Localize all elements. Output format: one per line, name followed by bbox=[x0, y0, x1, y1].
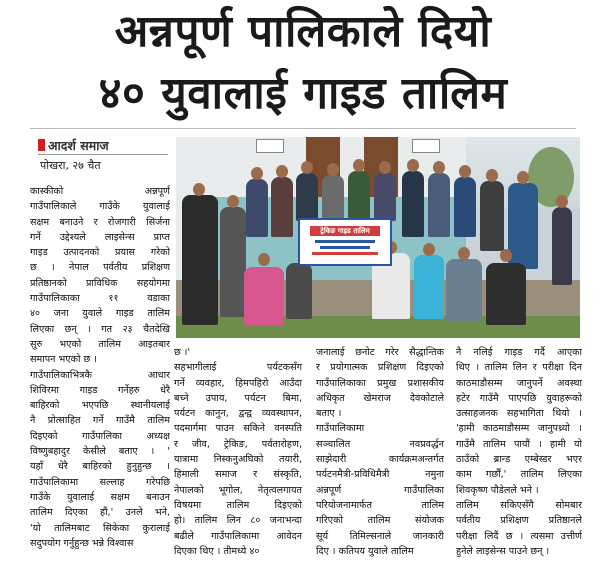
article-line: तालिम दिएका हौं,' उनले भने, bbox=[30, 507, 170, 519]
article-line: विष्णुबहादुर केसीले बताए । ' bbox=[30, 446, 170, 458]
photo-person bbox=[402, 171, 424, 237]
article-line: ठाउँको ब्रान्ड एम्बेस्डर भएर bbox=[456, 454, 582, 466]
photo-person bbox=[446, 259, 482, 321]
article-line: पर्वतीय प्रशिक्षण प्रतिष्ठानले bbox=[456, 515, 582, 527]
article-line: प्रतिष्ठानको प्राविधिक सहयोगमा bbox=[30, 277, 170, 289]
photo-person-head bbox=[458, 247, 470, 260]
photo-person-head bbox=[379, 161, 391, 174]
article-line: सूर्य तिमिल्सनाले जानकारी bbox=[316, 530, 444, 542]
article-line: सहभागीलाई पर्यटकसँग bbox=[174, 362, 302, 374]
photo-person-head bbox=[407, 159, 419, 172]
photo-person bbox=[220, 207, 246, 317]
headline-divider bbox=[30, 128, 576, 129]
photo-person-head bbox=[500, 249, 512, 262]
article-line: बढीले गाउँपालिकामा आवेदन bbox=[174, 530, 302, 542]
article-line: पर्यटन कानुन, द्वन्द्व व्यवस्थापन, bbox=[174, 408, 302, 420]
article-line: साझेदारी कार्यक्रमअन्तर्गत bbox=[316, 454, 444, 466]
article-line: सञ्चालित नवप्रवर्द्धन bbox=[316, 438, 444, 450]
article-line: गर्ने व्यवहार, हिमपहिरो आउँदा bbox=[174, 377, 302, 389]
article-line: अधिकृत खेमराज देवकोटाले bbox=[316, 392, 444, 404]
photo-person-head bbox=[486, 169, 498, 182]
brand-marker-icon bbox=[38, 139, 45, 151]
article-line: छ ।' bbox=[174, 347, 191, 358]
photo-person bbox=[296, 173, 318, 221]
photo-person bbox=[552, 207, 572, 285]
photo-person-head bbox=[423, 243, 435, 256]
photo-person-head bbox=[459, 165, 471, 178]
article-line: नै नलिई गाइड गर्दै आएका bbox=[456, 347, 582, 358]
article-line: परीक्षा लिदैं छ । त्यसमा उत्तीर्ण bbox=[456, 530, 582, 542]
article-line: उत्साहजनक सहभागिता थियो । bbox=[456, 408, 582, 420]
photo-person-head bbox=[276, 165, 288, 178]
article-line: गाइड उत्पादनको प्रयास गरेको bbox=[30, 247, 170, 259]
photo-person bbox=[486, 263, 526, 325]
article-line: लिएका छन् । गत २३ चैतदेखि bbox=[30, 323, 170, 335]
article-line: यहाँ धेरै बाहिरको हुनुहुन्छ । bbox=[30, 461, 170, 473]
news-photo bbox=[176, 137, 580, 338]
banner-line bbox=[312, 252, 378, 255]
article-line: दिइएको गाउँपालिका अध्यक्ष bbox=[30, 430, 170, 442]
photo-person-head bbox=[258, 253, 270, 266]
article-line: गर्ने उद्देश्यले लाइसेन्स प्राप्त bbox=[30, 231, 170, 243]
article-line: काठमाडौसम्म जानुपर्ने अवस्था bbox=[456, 377, 582, 389]
dateline: पोखरा, २७ चैत bbox=[40, 159, 101, 172]
article-line: बताए । bbox=[316, 408, 342, 420]
photo-person-head bbox=[433, 161, 445, 174]
article-column-1 bbox=[30, 184, 170, 551]
article-line: काम गर्छौं,' तालिम लिएका bbox=[456, 469, 582, 481]
article-line: बाहिरको भएपछि स्थानीयलाई bbox=[30, 400, 170, 412]
photo-sign bbox=[412, 139, 440, 153]
article-line: गाउँपालिकाले गाउँके युवालाई bbox=[30, 201, 170, 213]
photo-person-head bbox=[301, 161, 313, 174]
photo-person bbox=[508, 183, 538, 269]
article-line: गाउँके युवालाई सक्षम बनाउन bbox=[30, 491, 170, 503]
photo-person bbox=[182, 195, 218, 325]
headline-line-2: ४० युवालाई गाइड तालिम bbox=[98, 68, 508, 119]
publication-brand bbox=[38, 137, 168, 155]
article-line: नै प्रोत्साहित गर्ने गाउँमै तालिम bbox=[30, 415, 170, 427]
brand-name: आदर्श समाज bbox=[48, 138, 109, 153]
photo-person-head bbox=[517, 171, 529, 184]
article-line: सुरु भएको तालिम आइतबार bbox=[30, 338, 170, 350]
article-line: हटेर गाउँमै पाएपछि युवाहरूको bbox=[456, 392, 582, 404]
article-line: गाउँपालिकाभित्रकै आधार bbox=[30, 369, 170, 381]
article-line: कास्कीको अन्नपूर्ण bbox=[30, 186, 170, 197]
article-line: शिविरमा गाइड गर्नेहरु धेरै bbox=[30, 384, 170, 396]
article-line: विषयमा तालिम दिइएको bbox=[174, 499, 302, 511]
article-line: जनालाई छनोट गरेर सैद्धान्तिक bbox=[316, 347, 444, 358]
article-line: सदुपयोग गर्नुहुन्छ भन्ने विश्वास bbox=[30, 537, 134, 549]
article-line: गाउँपालिकामा सल्लाह गरेपछि bbox=[30, 476, 170, 488]
photo-person bbox=[286, 263, 312, 319]
article-line: परियोजनामार्फत तालिम bbox=[316, 499, 444, 511]
article-line: सक्षम बनाउने र रोजगारी सिर्जना bbox=[30, 216, 170, 228]
photo-person bbox=[428, 173, 450, 237]
photo-person-head bbox=[556, 195, 568, 208]
article-line: र जीव, ट्रेकिङ, पर्वतारोहण, bbox=[174, 438, 302, 450]
article-column-4 bbox=[456, 345, 582, 559]
photo-person bbox=[271, 177, 293, 237]
article-line: थिए । तालिम लिन र परीक्षा दिन bbox=[456, 362, 582, 374]
article-line: 'हामी काठमाडौसम्म जानुपथ्र्यो । bbox=[456, 423, 582, 435]
photo-person bbox=[480, 181, 504, 251]
article-line: गाउँपालिकामा bbox=[316, 423, 365, 435]
article-line: र प्रयोगात्मक प्रशिक्षण दिइएको bbox=[316, 362, 444, 374]
article-line: दिए । कतिपय युवाले तालिम bbox=[316, 545, 414, 557]
article-line: अन्नपूर्ण गाउँपालिका bbox=[316, 484, 444, 496]
banner-line bbox=[320, 246, 370, 249]
photo-person bbox=[246, 179, 268, 237]
article-line: हो। तालिम लिन ८० जनाभन्दा bbox=[174, 515, 302, 527]
photo-person bbox=[348, 171, 370, 221]
banner-title: ट्रेकिङ गाइड तालिम bbox=[310, 226, 380, 236]
article-line: गाउँमै तालिम पायौं । हामी यो bbox=[456, 438, 582, 450]
article-column-2 bbox=[174, 345, 302, 559]
photo-person bbox=[322, 175, 344, 221]
article-line: बच्ने उपाय, पर्यटन बिमा, bbox=[174, 392, 302, 404]
article-line: यात्रामा निस्कनुअघिको तयारी, bbox=[174, 454, 302, 466]
article-line: तालिम सकिएसँगै सोमबार bbox=[456, 499, 582, 511]
article-line: पर्यटनमैत्री-प्रविधिमैत्री नमुना bbox=[316, 469, 444, 481]
article-line: गाउँपालिकाका प्रमुख प्रशासकीय bbox=[316, 377, 444, 389]
photo-person-head bbox=[227, 195, 239, 208]
article-line: नेपालको भूगोल, नेतृत्वलगायत bbox=[174, 484, 302, 496]
photo-sign bbox=[256, 139, 284, 153]
article-line: शिवकृष्ण पौडेलले भने । bbox=[456, 484, 539, 496]
training-banner bbox=[298, 218, 392, 266]
article-line: हुनेले लाइसेन्स पाउने छन् । bbox=[456, 545, 550, 557]
photo-person bbox=[244, 267, 284, 325]
headline-line-1: अन्नपूर्ण पालिकाले दियो bbox=[114, 6, 492, 57]
photo-person bbox=[414, 255, 444, 319]
article-line: छ । नेपाल पर्वतीय प्रशिक्षण bbox=[30, 262, 170, 274]
article-line: गरिएको तालिम संयोजक bbox=[316, 515, 444, 527]
photo-person-head bbox=[193, 183, 205, 196]
photo-person-head bbox=[251, 167, 263, 180]
banner-line bbox=[315, 240, 375, 243]
photo-person-head bbox=[327, 163, 339, 176]
article-line: हिमाली समाज र संस्कृति, bbox=[174, 469, 302, 481]
article-line: दिएका थिए । तीमध्ये ४० bbox=[174, 545, 260, 557]
photo-person bbox=[454, 177, 476, 237]
article-line: गाउँपालिकाका ११ वडाका bbox=[30, 293, 170, 305]
photo-person-head bbox=[353, 159, 365, 172]
article-line: पदमार्गमा पाउन सकिने वनस्पति bbox=[174, 423, 302, 435]
article-line: ४० जना युवाले गाइड तालिम bbox=[30, 308, 170, 320]
article-line: समापन भएको छ । bbox=[30, 354, 97, 366]
photo-person bbox=[374, 173, 396, 221]
article-column-3 bbox=[316, 345, 444, 559]
article-line: 'यो तालिमबाट सिकेका कुरालाई bbox=[30, 522, 170, 534]
